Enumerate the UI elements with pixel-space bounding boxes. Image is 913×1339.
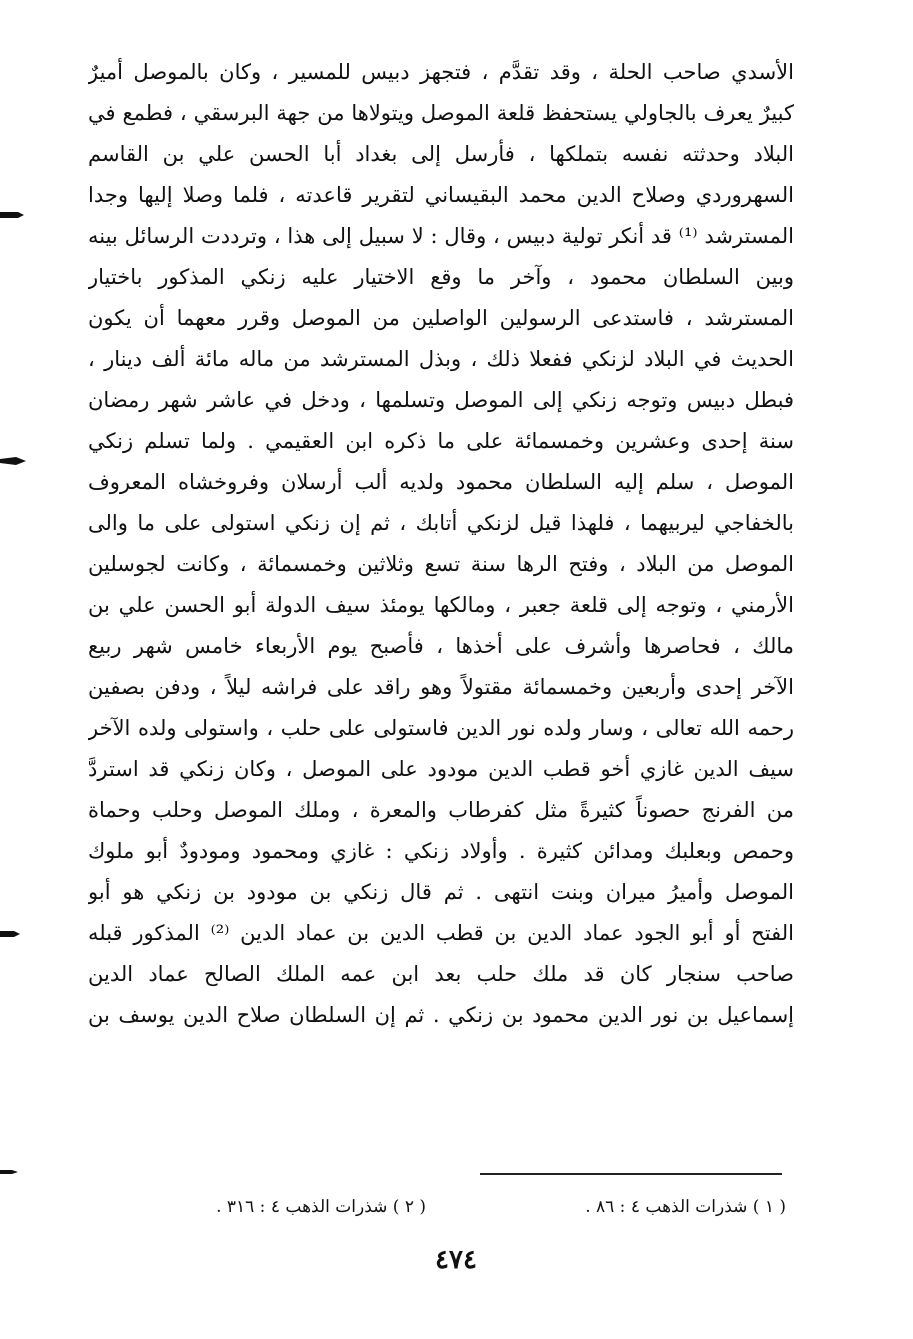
text-line: سنة إحدى وعشرين وخمسمائة على ما ذكره ابن العقيمي . ولما تسلم زنكي (88, 429, 794, 453)
text-line: صاحب سنجار كان قد ملك حلب بعد ابن عمه الملك الصالح عماد الدين (88, 962, 794, 986)
text-line: المسترشد ⁽¹⁾ قد أنكر تولية دبيس ، وقال : لا سبيل إلى هذا ، وترددت الرسائل بينه (88, 224, 794, 248)
text-line: المسترشد ، فاستدعى الرسولين الواصلين من الموصل وقرر معهما أن يكون (88, 306, 794, 330)
text-line: البلاد وحدثته نفسه بتملكها ، فأرسل إلى بغداد أبا الحسن علي بن القاسم (88, 142, 794, 166)
footnotes (160, 1192, 786, 1222)
scan-mark-icon (0, 1167, 26, 1177)
scan-mark-icon (0, 210, 26, 220)
text-line: الأرمني ، وتوجه إلى قلعة جعبر ، ومالكها يومئذ سيف الدولة أبو الحسن علي بن (88, 593, 794, 617)
text-line: سيف الدين غازي أخو قطب الدين مودود على الموصل ، وكان زنكي قد استردَّ (88, 757, 794, 781)
text-line: الآخر إحدى وأربعين وخمسمائة مقتولاً وهو راقد على فراشه ليلاً ، ودفن بصفين (88, 675, 794, 699)
text-line: الفتح أو أبو الجود عماد الدين بن قطب الدين بن عماد الدين ⁽²⁾ المذكور قبله (88, 921, 794, 945)
text-line: الحديث في البلاد لزنكي ففعلا ذلك ، وبذل المسترشد من ماله مائة ألف دينار ، (88, 347, 794, 371)
text-line: وبين السلطان محمود ، وآخر ما وقع الاختيار عليه زنكي المذكور باختيار (88, 265, 794, 289)
footnote-divider (480, 1173, 782, 1175)
text-line: الموصل ، سلم إليه السلطان محمود ولديه ألب أرسلان وفروخشاه المعروف (88, 470, 794, 494)
text-line: من الفرنج حصوناً كثيرةً مثل كفرطاب والمعرة ، وملك الموصل وحلب وحماة (88, 798, 794, 822)
text-line: الموصل وأميرُ ميران وبنت انتهى . ثم قال زنكي بن مودود بن زنكي هو أبو (88, 880, 794, 904)
footnote-2: ( ٢ ) شذرات الذهب ٤ : ٣١٦ . (216, 1197, 426, 1217)
text-line: فبطل دبيس وتوجه زنكي إلى الموصل وتسلمها ، ودخل في عاشر شهر رمضان (88, 388, 794, 412)
text-line: الموصل من البلاد ، وفتح الرها سنة تسع وثلاثين وخمسمائة ، وكانت لجوسلين (88, 552, 794, 576)
page-number: ٤٧٤ (435, 1245, 477, 1275)
text-line: إسماعيل بن نور الدين محمود بن زنكي . ثم إن السلطان صلاح الدين يوسف بن (88, 1003, 794, 1027)
scan-mark-icon (0, 929, 26, 939)
text-line: كبيرٌ يعرف بالجاولي يستحفظ قلعة الموصل ويتولاها من جهة البرسقي ، فطمع في (88, 101, 794, 125)
text-line: بالخفاجي ليربيهما ، فلهذا قيل لزنكي أتابك ، ثم إن زنكي استولى على ما والى (88, 511, 794, 535)
text-line: رحمه الله تعالى ، وسار ولده نور الدين فاستولى على حلب ، واستولى ولده الآخر (88, 716, 794, 740)
text-line: مالك ، فحاصرها وأشرف على أخذها ، فأصبح يوم الأربعاء خامس شهر ربيع (88, 634, 794, 658)
text-line: السهروردي وصلاح الدين محمد البقيساني لتقرير قاعدته ، فلما وصلا إليها وجدا (88, 183, 794, 207)
text-line: الأسدي صاحب الحلة ، وقد تقدَّم ، فتجهز دبيس للمسير ، وكان بالموصل أميرٌ (88, 60, 794, 84)
scan-mark-icon (0, 456, 26, 466)
text-line: وحمص وبعلبك ومدائن كثيرة . وأولاد زنكي : غازي ومحمود ومودودٌ أبو ملوك (88, 839, 794, 863)
main-text-block (88, 52, 794, 1036)
footnote-1: ( ١ ) شذرات الذهب ٤ : ٨٦ . (585, 1197, 786, 1217)
